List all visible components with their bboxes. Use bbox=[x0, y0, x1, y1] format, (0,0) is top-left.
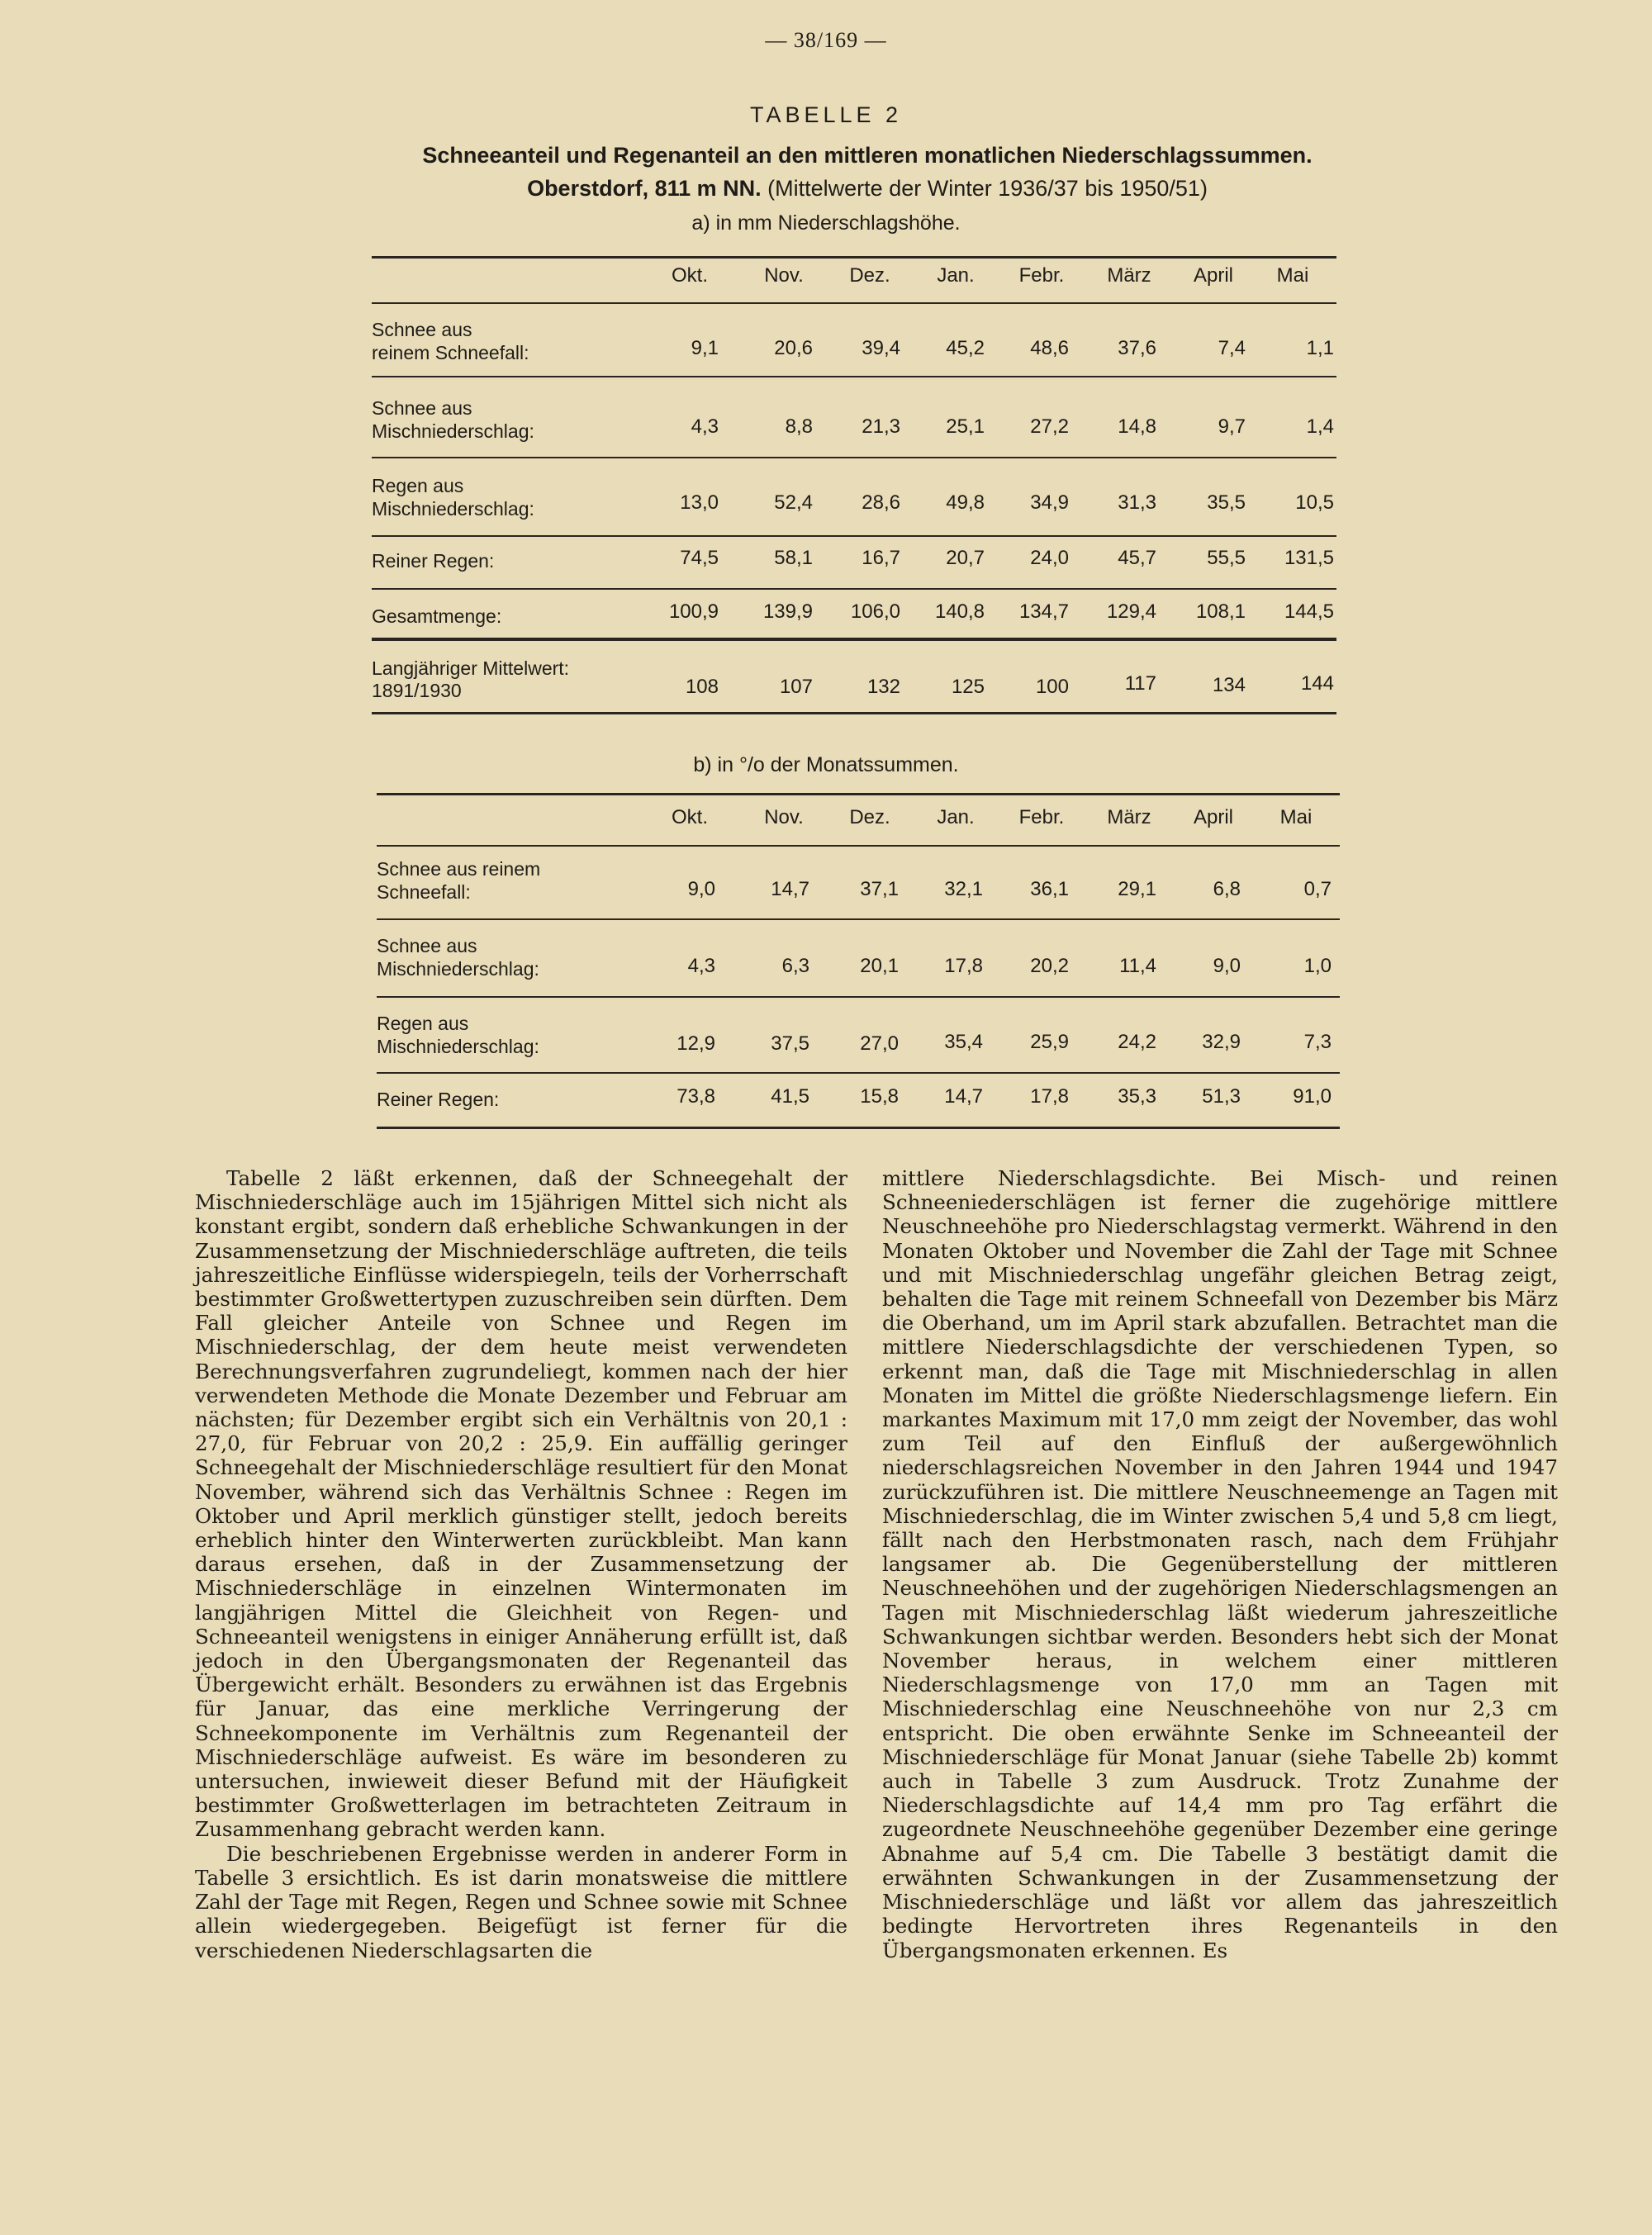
table-cell: 139,9 bbox=[762, 600, 813, 623]
row-label: Mischniederschlag: bbox=[377, 958, 539, 980]
row-label: reinem Schneefall: bbox=[372, 342, 529, 363]
row-label: Mischniederschlag: bbox=[372, 498, 534, 520]
table-cell: 25,1 bbox=[946, 415, 985, 438]
table-cell: 29,1 bbox=[1118, 878, 1156, 900]
table-cell: 125 bbox=[951, 676, 985, 698]
month-header: Okt. bbox=[671, 264, 708, 287]
row-label: Schnee aus bbox=[372, 397, 472, 419]
page-number: — 38/169 — bbox=[765, 28, 887, 52]
table-cell: 36,1 bbox=[1030, 878, 1069, 900]
table-cell: 27,2 bbox=[1030, 415, 1069, 438]
table-cell: 37,5 bbox=[771, 1032, 809, 1055]
table-cell: 4,3 bbox=[691, 415, 719, 438]
month-header: April bbox=[1193, 264, 1233, 287]
table-cell: 9,0 bbox=[1213, 955, 1241, 977]
table-cell: 7,3 bbox=[1303, 1031, 1332, 1053]
table-b-subtitle: b) in °/o der Monatssummen. bbox=[693, 753, 959, 776]
table-cell: 37,1 bbox=[860, 878, 899, 900]
row-label: Gesamtmenge: bbox=[372, 605, 502, 627]
row-label: Mischniederschlag: bbox=[377, 1036, 539, 1057]
table-cell: 49,8 bbox=[946, 491, 985, 514]
row-label: Reiner Regen: bbox=[372, 550, 495, 572]
month-header: Okt. bbox=[671, 806, 708, 828]
table-cell: 17,8 bbox=[944, 955, 983, 977]
table-cell: 144 bbox=[1300, 672, 1334, 695]
table-b bbox=[377, 0, 1340, 1156]
body-column-left bbox=[195, 1166, 847, 1962]
table-title-note: (Mittelwerte der Winter 1936/37 bis 1950/51) bbox=[767, 176, 1208, 201]
table-cell: 34,9 bbox=[1030, 491, 1069, 514]
table-cell: 9,1 bbox=[691, 337, 719, 359]
table-cell: 100 bbox=[1035, 676, 1069, 698]
month-header: März bbox=[1107, 264, 1151, 287]
table-cell: 134,7 bbox=[1018, 600, 1069, 623]
month-header: Febr. bbox=[1018, 264, 1065, 287]
month-header: Mai bbox=[1276, 264, 1309, 287]
month-header: Jan. bbox=[937, 264, 975, 287]
table-cell: 51,3 bbox=[1202, 1085, 1241, 1108]
table-cell: 6,3 bbox=[781, 955, 809, 977]
table-cell: 35,3 bbox=[1118, 1085, 1156, 1108]
table-cell: 91,0 bbox=[1293, 1085, 1332, 1108]
table-cell: 20,7 bbox=[946, 547, 985, 569]
table-cell: 73,8 bbox=[676, 1085, 715, 1108]
table-cell: 48,6 bbox=[1030, 337, 1069, 359]
table-cell: 100,9 bbox=[668, 600, 719, 623]
table-cell: 52,4 bbox=[774, 491, 813, 514]
table-cell: 13,0 bbox=[680, 491, 719, 514]
table-cell: 55,5 bbox=[1207, 547, 1246, 569]
body-column-right bbox=[882, 1166, 1558, 1962]
table-cell: 28,6 bbox=[862, 491, 900, 514]
table-cell: 74,5 bbox=[680, 547, 719, 569]
month-header: Dez. bbox=[849, 806, 890, 828]
table-cell: 24,0 bbox=[1030, 547, 1069, 569]
table-label: TABELLE 2 bbox=[749, 102, 903, 127]
row-label: Schnee aus bbox=[372, 319, 472, 340]
table-cell: 25,9 bbox=[1030, 1031, 1069, 1053]
table-cell: 0,7 bbox=[1303, 878, 1332, 900]
table-cell: 6,8 bbox=[1213, 878, 1241, 900]
table-cell: 32,9 bbox=[1202, 1031, 1241, 1053]
row-label: Mischniederschlag: bbox=[372, 420, 534, 442]
table-cell: 16,7 bbox=[862, 547, 900, 569]
table-cell: 144,5 bbox=[1284, 600, 1334, 623]
table-cell: 14,7 bbox=[771, 878, 809, 900]
table-cell: 107 bbox=[779, 676, 813, 698]
row-label: Schnee aus bbox=[377, 935, 477, 956]
table-title-bold: Schneeanteil und Regenanteil an den mittleren monatlichen Niederschlagssummen. Oberstdorf, 811 m NN. bbox=[422, 143, 1313, 201]
table-cell: 9,0 bbox=[687, 878, 715, 900]
table-cell: 1,0 bbox=[1303, 955, 1332, 977]
table-cell: 27,0 bbox=[860, 1032, 899, 1055]
month-header: Dez. bbox=[849, 264, 890, 287]
month-header: Febr. bbox=[1018, 806, 1065, 828]
body-paragraph: mittlere Niederschlagsdichte. Bei Misch- und reinen Schneeniederschlägen ist ferner die zugehörige mittlere Neuschneehöhe pro Niederschlagstag vermerkt. Während in den Monaten Oktober und November die Zahl der Tage mit Schnee und mit Mischniederschlag ungefähr gleichen Betrag zeigt, behalten die Tage mit reinem Schneefall von Dezember bis März die Oberhand, um im April stark abzufallen. Betrachtet man die mittlere Niederschlagsdichte der verschiedenen Typen, so erkennt man, daß die Tage mit Mischniederschlag in allen Monaten im Mittel die größte Niederschlagsmenge liefern. Ein markantes Maximum mit 17,0 mm zeigt der November, das wohl zum Teil auf den Einfluß der außergewöhnlich niederschlagsreichen November in den Jahren 1944 und 1947 zurückzuführen ist. Die mittlere Neuschneemenge an Tagen mit Mischniederschlag, die im Winter zwischen 5,4 und 5,8 cm liegt, fällt nach den Herbstmonaten rasch, nach dem Frühjahr langsamer ab. Die Gegenüberstellung der mittleren Neuschneehöhen und der zugehörigen Niederschlagsmengen an Tagen mit Mischniederschlag läßt wiederum jahreszeitliche Schwankungen sichtbar werden. Besonders hebt sich der Monat November heraus, in welchem einer mittleren Niederschlagsmenge von 17,0 mm an Tagen mit Mischniederschlag eine Neuschneehöhe von nur 2,3 cm entspricht. Die oben erwähnte Senke im Schneeanteil der Mischniederschläge für Monat Januar (siehe Tabelle 2b) kommt auch in Tabelle 3 zum Ausdruck. Trotz Zunahme der Niederschlagsdichte auf 14,4 mm pro Tag erfährt die zugeordnete Neuschneehöhe gegenüber Dezember eine geringe Abnahme auf 5,4 cm. Die Tabelle 3 bestätigt damit die erwähnten Schwankungen in der Zusammensetzung der Mischniederschläge und läßt vor allem das jahreszeitlich bedingte Hervortreten ihres Regenanteils in den Übergangsmonaten erkennen. Es bbox=[882, 1166, 1558, 1962]
row-label: Reiner Regen: bbox=[377, 1089, 500, 1110]
table-cell: 1,1 bbox=[1306, 337, 1334, 359]
table-cell: 20,1 bbox=[860, 955, 899, 977]
table-cell: 37,6 bbox=[1118, 337, 1156, 359]
body-paragraph: Die beschriebenen Ergebnisse werden in anderer Form in Tabelle 3 ersichtlich. Es ist darin monatsweise die mittlere Zahl der Tage mit Regen, Regen und Schnee sowie mit Schnee allein wiedergegeben. Beigefügt ist ferner für die verschiedenen Niederschlagsarten die bbox=[195, 1841, 847, 1962]
table-cell: 4,3 bbox=[687, 955, 715, 977]
table-cell: 21,3 bbox=[862, 415, 900, 438]
table-cell: 41,5 bbox=[771, 1085, 809, 1108]
table-cell: 11,4 bbox=[1119, 955, 1156, 977]
table-cell: 20,6 bbox=[774, 337, 813, 359]
month-header: Mai bbox=[1279, 806, 1313, 828]
table-cell: 58,1 bbox=[774, 547, 813, 569]
body-paragraph: Tabelle 2 läßt erkennen, daß der Schneegehalt der Mischniederschläge auch im 15jährigen Mittel sich nicht als konstant ergibt, sondern daß erhebliche Schwankungen in der Zusammensetzung der Mischniederschläge auftreten, die teils jahreszeitliche Einflüsse widerspiegeln, teils der Vorherrschaft bestimmter Großwettertypen zuzuschreiben sein dürften. Dem Fall gleicher Anteile von Schnee und Regen im Mischniederschlag, der dem heute meist verwendeten Berechnungsverfahren zugrundeliegt, kommen nach der hier verwendeten Methode die Monate Dezember und Februar am nächsten; für Dezember ergibt sich ein Verhältnis von 20,1 : 27,0, für Februar von 20,2 : 25,9. Ein auffällig geringer Schneegehalt der Mischniederschläge resultiert für den Monat November, während sich das Verhältnis Schnee : Regen im Oktober und April merklich günstiger stellt, jedoch bereits erheblich hinter den Winterwerten zurückbleibt. Man kann daraus ersehen, daß in der Zusammensetzung der Mischniederschläge in einzelnen Wintermonaten im langjährigen Mittel die Gleichheit von Regen- und Schneeanteil wenigstens in einiger Annäherung erfüllt ist, daß jedoch in den Übergangsmonaten der Regenanteil das Übergewicht erhält. Besonders zu erwähnen ist das Ergebnis für Januar, das eine merkliche Verringerung der Schneekomponente im Verhältnis zum Regenanteil der Mischniederschläge aufweist. Es wäre im besonderen zu untersuchen, inwieweit dieser Befund mit der Häufigkeit bestimmter Großwetterlagen im betrachteten Zeitraum in Zusammenhang gebracht werden kann. bbox=[195, 1166, 847, 1842]
table-cell: 35,5 bbox=[1207, 491, 1246, 514]
table-cell: 14,8 bbox=[1118, 415, 1156, 438]
table-cell: 20,2 bbox=[1030, 955, 1069, 977]
table-cell: 45,2 bbox=[946, 337, 985, 359]
table-cell: 31,3 bbox=[1118, 491, 1156, 514]
month-header: Nov. bbox=[764, 264, 804, 287]
row-label: Regen aus bbox=[377, 1013, 469, 1034]
table-cell: 108,1 bbox=[1195, 600, 1246, 623]
table-cell: 35,4 bbox=[944, 1031, 983, 1053]
row-label: Langjähriger Mittelwert: bbox=[372, 657, 570, 679]
table-cell: 1,4 bbox=[1306, 415, 1334, 438]
month-header: Nov. bbox=[764, 806, 804, 828]
month-header: März bbox=[1107, 806, 1151, 828]
table-cell: 106,0 bbox=[850, 600, 900, 623]
table-cell: 10,5 bbox=[1295, 491, 1334, 514]
table-cell: 12,9 bbox=[676, 1032, 715, 1055]
table-cell: 108 bbox=[685, 676, 719, 698]
table-cell: 117 bbox=[1124, 672, 1156, 695]
month-header: April bbox=[1193, 806, 1233, 828]
table-cell: 134 bbox=[1212, 674, 1246, 696]
table-cell: 7,4 bbox=[1218, 337, 1246, 359]
table-cell: 132 bbox=[866, 676, 900, 698]
table-cell: 45,7 bbox=[1118, 547, 1156, 569]
table-cell: 39,4 bbox=[862, 337, 900, 359]
table-cell: 14,7 bbox=[944, 1085, 983, 1108]
row-label: Schnee aus reinem bbox=[377, 858, 541, 880]
table-a-subtitle: a) in mm Niederschlagshöhe. bbox=[691, 211, 961, 235]
table-cell: 17,8 bbox=[1030, 1085, 1069, 1108]
table-cell: 24,2 bbox=[1118, 1031, 1156, 1053]
table-cell: 9,7 bbox=[1218, 415, 1246, 438]
table-cell: 140,8 bbox=[934, 600, 985, 623]
row-label: Regen aus bbox=[372, 475, 464, 496]
row-label: 1891/1930 bbox=[372, 680, 462, 701]
row-label: Schneefall: bbox=[377, 881, 471, 903]
table-cell: 8,8 bbox=[785, 415, 813, 438]
table-cell: 131,5 bbox=[1284, 547, 1334, 569]
table-cell: 129,4 bbox=[1106, 600, 1156, 623]
table-cell: 32,1 bbox=[944, 878, 983, 900]
month-header: Jan. bbox=[937, 806, 975, 828]
table-cell: 15,8 bbox=[860, 1085, 899, 1108]
